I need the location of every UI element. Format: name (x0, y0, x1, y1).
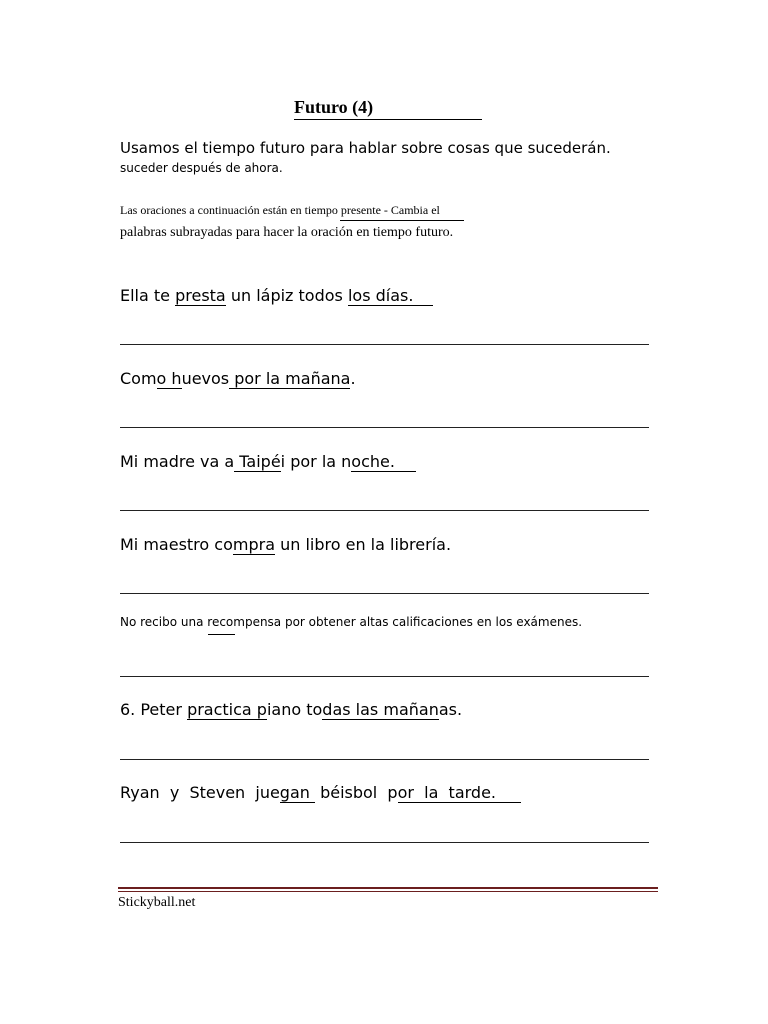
sentence-text: i por la n (280, 452, 352, 471)
instructions-line-2: palabras subrayadas para hacer la oración en tiempo futuro. (120, 225, 454, 240)
instructions-underline (340, 220, 464, 221)
sentence-4 (120, 535, 451, 554)
answer-line-6[interactable] (120, 759, 649, 760)
sentence-text: uevos (181, 369, 230, 388)
answer-line-1[interactable] (120, 344, 649, 345)
trailing-underline (413, 286, 432, 306)
sentence-2 (120, 369, 356, 388)
underlined-word: oche. (351, 452, 395, 471)
sentence-3 (120, 452, 416, 471)
answer-line-3[interactable] (120, 510, 649, 511)
sentence-6 (120, 700, 462, 719)
sentence-1 (120, 286, 433, 305)
sentence-text: Com (120, 369, 157, 388)
sentence-text: un lápiz todos (225, 286, 348, 305)
page-title: Futuro (4) (294, 97, 374, 117)
footer-rule (118, 887, 658, 889)
sentence-7 (120, 783, 521, 802)
sentence-text: . (350, 369, 356, 388)
sentence-text: Ryan y Steven jue (120, 783, 280, 802)
underline-mark (208, 634, 235, 635)
sentence-5: No recibo una recompensa por obtener altas calificaciones en los exámenes. (120, 615, 583, 629)
underlined-word: Taipé (234, 452, 281, 471)
underlined-word: presta (175, 286, 226, 305)
sentence-text: as. (438, 700, 463, 719)
footer-source: Stickyball.net (118, 895, 196, 910)
footer-rule-thin (118, 891, 658, 892)
answer-line-7[interactable] (120, 842, 649, 843)
intro-line-1: Usamos el tiempo futuro para hablar sobre cosas que sucederán. (120, 139, 611, 157)
answer-line-4[interactable] (120, 593, 649, 594)
intro-line-2: suceder después de ahora. (120, 161, 283, 175)
sentence-text: Mi maestro co (120, 535, 233, 554)
answer-line-2[interactable] (120, 427, 649, 428)
sentence-text: un libro en la librería. (275, 535, 452, 554)
title-underline (294, 119, 482, 120)
trailing-underline (496, 783, 521, 803)
sentence-text: Ella te (120, 286, 176, 305)
sentence-text: iano to (266, 700, 323, 719)
underlined-word: das las mañan (322, 700, 439, 719)
underlined-word: por la mañana (229, 369, 351, 388)
underlined-word: mpra (232, 535, 275, 554)
sentence-text: béisbol p (314, 783, 398, 802)
underlined-word: gan (279, 783, 315, 802)
sentence-text: 6. Peter (120, 700, 188, 719)
sentence-text: Mi madre va a (120, 452, 235, 471)
underlined-word: o h (156, 369, 182, 388)
underlined-word: los días. (347, 286, 414, 305)
instructions-line-1: Las oraciones a continuación están en tiempo presente - Cambia el (120, 203, 440, 217)
underlined-word: or la tarde. (397, 783, 496, 802)
answer-line-5[interactable] (120, 676, 649, 677)
trailing-underline (395, 452, 416, 472)
underlined-word: practica p (187, 700, 267, 719)
